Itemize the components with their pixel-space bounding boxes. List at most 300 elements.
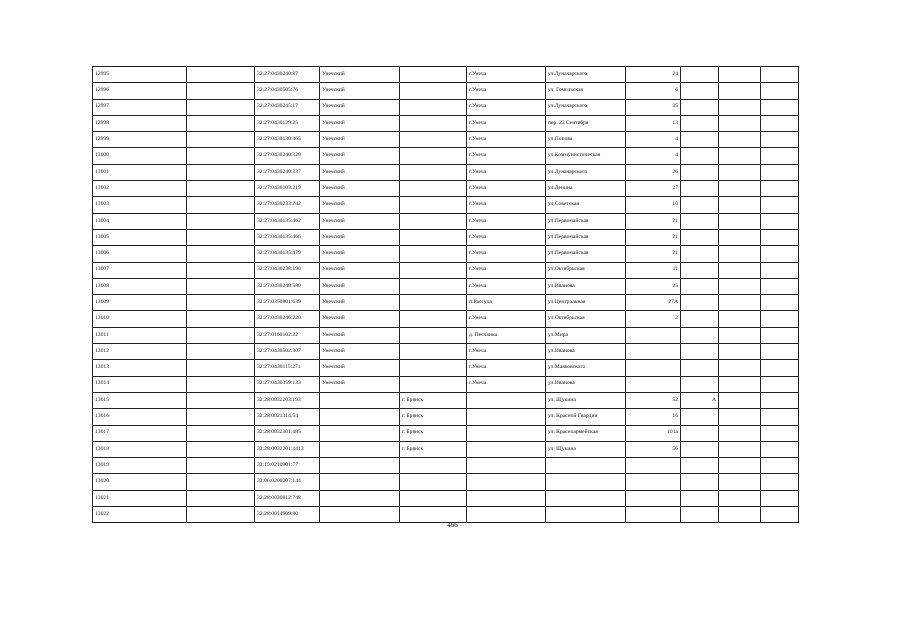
cell-record-number: 13016	[93, 409, 187, 425]
cell-cadastral-number: 32:19:0210901:77	[255, 458, 320, 474]
cell-empty	[761, 360, 799, 376]
cell-record-number: 13017	[93, 425, 187, 441]
cell-extra	[681, 458, 719, 474]
cell-empty	[761, 392, 799, 408]
cell-empty	[761, 148, 799, 164]
cell-extra	[681, 164, 719, 180]
cell-record-number: 13007	[93, 262, 187, 278]
cell-house: 21	[626, 213, 681, 229]
cell-street: ул. Гомельская	[546, 83, 626, 99]
cell-city	[467, 441, 546, 457]
cell-cadastral-number: 32:27:0430130:465	[255, 132, 320, 148]
cell-cadastral-number: 32:27:0430240:87	[255, 67, 320, 83]
cell-city	[467, 425, 546, 441]
cell-city: г.Унеча	[467, 213, 546, 229]
cell-extra	[681, 229, 719, 245]
cell-district: Унечский	[320, 344, 400, 360]
cell-record-number: 13003	[93, 197, 187, 213]
cell-extra	[681, 83, 719, 99]
cell-city: г.Унеча	[467, 344, 546, 360]
cell-empty	[719, 311, 761, 327]
table-row	[93, 164, 799, 180]
cell-street: ул.Первомайская	[546, 246, 626, 262]
cell-city: г.Унеча	[467, 132, 546, 148]
cell-city: п.Рассуха	[467, 295, 546, 311]
cell-district: Унечский	[320, 311, 400, 327]
cell-district	[320, 392, 400, 408]
cell-house: 52	[626, 392, 681, 408]
cell-extra	[681, 246, 719, 262]
table-row	[93, 229, 799, 245]
cell-cadastral-number: 32:27:0430505:76	[255, 83, 320, 99]
cell-extra	[681, 197, 719, 213]
cell-city: г.Унеча	[467, 197, 546, 213]
cell-empty	[761, 474, 799, 490]
cell-empty	[761, 490, 799, 506]
cell-settlement: г. Брянск	[400, 392, 467, 408]
cell-cadastral-number: 32:27:0430103:219	[255, 181, 320, 197]
cell-house: 27А	[626, 295, 681, 311]
cell-empty	[187, 441, 255, 457]
table-row	[93, 181, 799, 197]
cell-empty	[187, 197, 255, 213]
cell-extra	[681, 132, 719, 148]
cell-empty	[187, 132, 255, 148]
table-row	[93, 344, 799, 360]
cell-district: Унечский	[320, 148, 400, 164]
cell-district: Унечский	[320, 327, 400, 343]
cell-house: 11	[626, 262, 681, 278]
cell-empty	[187, 229, 255, 245]
cell-city: г.Унеча	[467, 67, 546, 83]
cell-empty	[187, 246, 255, 262]
cell-street: ул.Ленина	[546, 181, 626, 197]
cell-street: ул.Иванова	[546, 278, 626, 294]
cell-cadastral-number: 32:28:0014909:80	[255, 507, 320, 523]
cell-house: 4	[626, 148, 681, 164]
cell-cadastral-number: 32:28:0032203:193	[255, 392, 320, 408]
cell-settlement	[400, 197, 467, 213]
cell-empty	[187, 490, 255, 506]
cell-empty	[761, 83, 799, 99]
cell-street: ул.Октябрьская	[546, 262, 626, 278]
cell-empty	[187, 278, 255, 294]
cell-city	[467, 409, 546, 425]
cell-settlement	[400, 262, 467, 278]
cell-city	[467, 490, 546, 506]
cell-cadastral-number: 32:28:0032201:4413	[255, 441, 320, 457]
cell-empty	[719, 67, 761, 83]
cell-settlement	[400, 344, 467, 360]
cell-settlement	[400, 458, 467, 474]
cell-city: г.Унеча	[467, 164, 546, 180]
cell-settlement	[400, 311, 467, 327]
cell-extra	[681, 295, 719, 311]
table-row	[93, 490, 799, 506]
cell-empty	[761, 197, 799, 213]
cell-record-number: 13005	[93, 229, 187, 245]
page-number: 466	[447, 521, 458, 529]
cell-district: Унечский	[320, 83, 400, 99]
cell-street	[546, 474, 626, 490]
cell-empty	[719, 376, 761, 392]
cell-empty	[187, 344, 255, 360]
cell-city: г.Унеча	[467, 115, 546, 131]
cell-house: 56	[626, 441, 681, 457]
cell-empty	[187, 181, 255, 197]
table-row	[93, 99, 799, 115]
cell-settlement	[400, 83, 467, 99]
cell-empty	[761, 246, 799, 262]
cell-record-number: 13022	[93, 507, 187, 523]
cell-city: г.Унеча	[467, 376, 546, 392]
cell-empty	[761, 181, 799, 197]
cell-empty	[719, 83, 761, 99]
cell-record-number: 13004	[93, 213, 187, 229]
cell-empty	[719, 278, 761, 294]
cell-settlement	[400, 181, 467, 197]
cell-street: ул.Коммунистическая	[546, 148, 626, 164]
table-row	[93, 392, 799, 408]
cell-empty	[719, 392, 761, 408]
cell-settlement	[400, 278, 467, 294]
cell-street: ул. Щукина	[546, 392, 626, 408]
cell-cadastral-number: 32:06:0200207:144	[255, 474, 320, 490]
cell-record-number: 13021	[93, 490, 187, 506]
cell-street: ул.Луначарского	[546, 67, 626, 83]
cell-empty	[719, 474, 761, 490]
cell-empty	[761, 344, 799, 360]
table-row	[93, 83, 799, 99]
cell-empty	[719, 425, 761, 441]
cell-city: г.Унеча	[467, 311, 546, 327]
cell-cadastral-number: 32:28:0021314:54	[255, 409, 320, 425]
cell-cadastral-number: 32:27:0430248:580	[255, 278, 320, 294]
cell-street: ул.Луначарского	[546, 164, 626, 180]
cell-empty	[761, 295, 799, 311]
cell-empty	[187, 148, 255, 164]
cell-settlement	[400, 99, 467, 115]
cell-house: 10	[626, 197, 681, 213]
cell-empty	[761, 213, 799, 229]
table-row	[93, 278, 799, 294]
cell-cadastral-number: 32:27:0430135:462	[255, 213, 320, 229]
cell-house: 101а	[626, 425, 681, 441]
cell-street: ул.Центральная	[546, 295, 626, 311]
cell-settlement	[400, 327, 467, 343]
cell-empty	[719, 327, 761, 343]
cell-city: г.Унеча	[467, 360, 546, 376]
cell-cadastral-number: 32:27:0430240:320	[255, 148, 320, 164]
cell-city: г.Унеча	[467, 278, 546, 294]
cell-empty	[187, 164, 255, 180]
cell-district: Унечский	[320, 376, 400, 392]
cell-empty	[761, 458, 799, 474]
registry-table	[92, 66, 799, 523]
cell-street: ул.Октябрьская	[546, 311, 626, 327]
cell-empty	[761, 409, 799, 425]
cell-street: ул.Иванова	[546, 376, 626, 392]
cell-record-number: 13019	[93, 458, 187, 474]
cell-district: Унечский	[320, 132, 400, 148]
cell-district: Унечский	[320, 262, 400, 278]
cell-extra	[681, 409, 719, 425]
cell-empty	[719, 441, 761, 457]
cell-record-number: 13000	[93, 148, 187, 164]
cell-street: ул.Попова	[546, 132, 626, 148]
cell-record-number: 12997	[93, 99, 187, 115]
cell-empty	[761, 164, 799, 180]
cell-extra	[681, 262, 719, 278]
cell-settlement: г. Брянск	[400, 441, 467, 457]
table-row	[93, 425, 799, 441]
cell-house: 26	[626, 164, 681, 180]
cell-cadastral-number: 32:27:0430246:220	[255, 311, 320, 327]
cell-settlement	[400, 132, 467, 148]
cell-extra	[681, 360, 719, 376]
cell-record-number: 13013	[93, 360, 187, 376]
cell-settlement	[400, 490, 467, 506]
cell-street: ул.Мира	[546, 327, 626, 343]
cell-record-number: 13002	[93, 181, 187, 197]
cell-settlement	[400, 229, 467, 245]
cell-empty	[187, 262, 255, 278]
cell-city	[467, 458, 546, 474]
cell-settlement	[400, 376, 467, 392]
cell-empty	[761, 376, 799, 392]
cell-house: 24	[626, 67, 681, 83]
cell-settlement	[400, 360, 467, 376]
cell-settlement	[400, 213, 467, 229]
cell-empty	[719, 409, 761, 425]
cell-record-number: 12995	[93, 67, 187, 83]
cell-extra	[681, 441, 719, 457]
cell-record-number: 13009	[93, 295, 187, 311]
cell-district: Унечский	[320, 115, 400, 131]
cell-empty	[187, 115, 255, 131]
cell-settlement	[400, 148, 467, 164]
cell-city: г.Унеча	[467, 229, 546, 245]
cell-street: пер. 23 Сентября	[546, 115, 626, 131]
table-row	[93, 115, 799, 131]
cell-cadastral-number: 32:27:0430240:337	[255, 164, 320, 180]
cell-record-number: 13015	[93, 392, 187, 408]
cell-district: Унечский	[320, 213, 400, 229]
cell-settlement	[400, 115, 467, 131]
cell-cadastral-number: 32:27:0430129:25	[255, 115, 320, 131]
cell-empty	[761, 262, 799, 278]
cell-house: 16	[626, 409, 681, 425]
cell-empty	[719, 295, 761, 311]
cell-record-number: 13010	[93, 311, 187, 327]
cell-city	[467, 474, 546, 490]
cell-empty	[719, 360, 761, 376]
cell-empty	[719, 490, 761, 506]
cell-extra	[681, 148, 719, 164]
cell-street	[546, 458, 626, 474]
table-row	[93, 409, 799, 425]
cell-city: г.Унеча	[467, 83, 546, 99]
cell-street: ул. Красноармейская	[546, 425, 626, 441]
cell-house	[626, 474, 681, 490]
cell-street	[546, 490, 626, 506]
cell-house: 25	[626, 278, 681, 294]
cell-extra	[681, 425, 719, 441]
cell-empty	[761, 425, 799, 441]
table-row	[93, 441, 799, 457]
cell-record-number: 13011	[93, 327, 187, 343]
cell-record-number: 12998	[93, 115, 187, 131]
cell-district: Унечский	[320, 181, 400, 197]
cell-settlement	[400, 246, 467, 262]
cell-city: г.Унеча	[467, 246, 546, 262]
cell-house: 6	[626, 83, 681, 99]
cell-house	[626, 376, 681, 392]
cell-empty	[187, 295, 255, 311]
cell-empty	[761, 327, 799, 343]
cell-extra	[681, 474, 719, 490]
cell-record-number: 13006	[93, 246, 187, 262]
cell-cadastral-number: 32:27:0430245:17	[255, 99, 320, 115]
cell-empty	[719, 344, 761, 360]
cell-district: Унечский	[320, 99, 400, 115]
cell-empty	[719, 458, 761, 474]
cell-district: Унечский	[320, 197, 400, 213]
cell-extra	[681, 99, 719, 115]
cell-empty	[761, 229, 799, 245]
cell-city	[467, 392, 546, 408]
cell-empty	[187, 392, 255, 408]
cell-district: Унечский	[320, 229, 400, 245]
cell-extra	[681, 213, 719, 229]
cell-street: ул.Маяковского	[546, 360, 626, 376]
cell-empty	[187, 425, 255, 441]
cell-empty	[719, 229, 761, 245]
cell-extra	[681, 311, 719, 327]
table-row	[93, 458, 799, 474]
cell-house	[626, 344, 681, 360]
table-row	[93, 295, 799, 311]
cell-street: ул. Щукина	[546, 441, 626, 457]
cell-extra	[681, 344, 719, 360]
cell-city: г.Унеча	[467, 181, 546, 197]
cell-empty	[187, 360, 255, 376]
cell-house: 21	[626, 229, 681, 245]
cell-cadastral-number: 32:28:0030812:748	[255, 490, 320, 506]
cell-district	[320, 474, 400, 490]
table-row	[93, 132, 799, 148]
cell-record-number: 12996	[93, 83, 187, 99]
cell-street: ул. Красной Гвардии	[546, 409, 626, 425]
cell-street: ул.Луначарского	[546, 99, 626, 115]
cell-cadastral-number: 32:27:0160102:22	[255, 327, 320, 343]
cell-house: 4	[626, 132, 681, 148]
cell-empty	[761, 311, 799, 327]
cell-city: г.Унеча	[467, 148, 546, 164]
cell-house	[626, 360, 681, 376]
cell-record-number: 13014	[93, 376, 187, 392]
cell-district: Унечский	[320, 360, 400, 376]
cell-cadastral-number: 32:27:0350801:639	[255, 295, 320, 311]
cell-house: 27	[626, 181, 681, 197]
cell-empty	[719, 213, 761, 229]
cell-record-number: 13008	[93, 278, 187, 294]
cell-settlement: г. Брянск	[400, 409, 467, 425]
cell-settlement	[400, 295, 467, 311]
cell-district: Унечский	[320, 67, 400, 83]
cell-city: г.Унеча	[467, 262, 546, 278]
cell-house: 13	[626, 115, 681, 131]
cell-district: Унечский	[320, 295, 400, 311]
cell-empty	[187, 458, 255, 474]
cell-district: Унечский	[320, 246, 400, 262]
table-row	[93, 197, 799, 213]
cell-empty	[187, 83, 255, 99]
cell-empty	[719, 99, 761, 115]
cell-empty	[761, 115, 799, 131]
table-row	[93, 213, 799, 229]
cell-cadastral-number: 32:27:0430135:479	[255, 246, 320, 262]
table-row	[93, 67, 799, 83]
cell-extra	[681, 181, 719, 197]
cell-empty	[761, 441, 799, 457]
cell-empty	[719, 181, 761, 197]
registry-body	[93, 67, 799, 523]
cell-empty	[761, 132, 799, 148]
cell-empty	[187, 474, 255, 490]
cell-cadastral-number: 32:27:0430233:242	[255, 197, 320, 213]
cell-empty	[719, 148, 761, 164]
cell-empty	[719, 246, 761, 262]
cell-empty	[187, 67, 255, 83]
cell-empty	[719, 197, 761, 213]
cell-record-number: 13001	[93, 164, 187, 180]
cell-house: 21	[626, 246, 681, 262]
cell-house	[626, 327, 681, 343]
cell-street: ул.Первомайская	[546, 213, 626, 229]
cell-extra: А	[681, 392, 719, 408]
cell-district	[320, 490, 400, 506]
cell-record-number: 13020	[93, 474, 187, 490]
cell-extra	[681, 115, 719, 131]
table-row	[93, 246, 799, 262]
cell-cadastral-number: 32:27:0430135:466	[255, 229, 320, 245]
cell-empty	[187, 409, 255, 425]
table-row	[93, 148, 799, 164]
cell-street: ул.Иванова	[546, 344, 626, 360]
cell-empty	[761, 278, 799, 294]
cell-house	[626, 458, 681, 474]
cell-empty	[719, 115, 761, 131]
cell-settlement	[400, 164, 467, 180]
cell-district: Унечский	[320, 164, 400, 180]
cell-district	[320, 409, 400, 425]
table-row	[93, 327, 799, 343]
cell-settlement	[400, 67, 467, 83]
cell-house: 2	[626, 311, 681, 327]
cell-record-number: 13012	[93, 344, 187, 360]
table-row	[93, 376, 799, 392]
cell-cadastral-number: 32:27:0430502:307	[255, 344, 320, 360]
cell-empty	[187, 213, 255, 229]
cell-empty	[719, 132, 761, 148]
cell-empty	[187, 327, 255, 343]
cell-district: Унечский	[320, 278, 400, 294]
cell-settlement: г. Брянск	[400, 425, 467, 441]
cell-extra	[681, 490, 719, 506]
cell-district	[320, 441, 400, 457]
cell-cadastral-number: 32:27:0430359:133	[255, 376, 320, 392]
